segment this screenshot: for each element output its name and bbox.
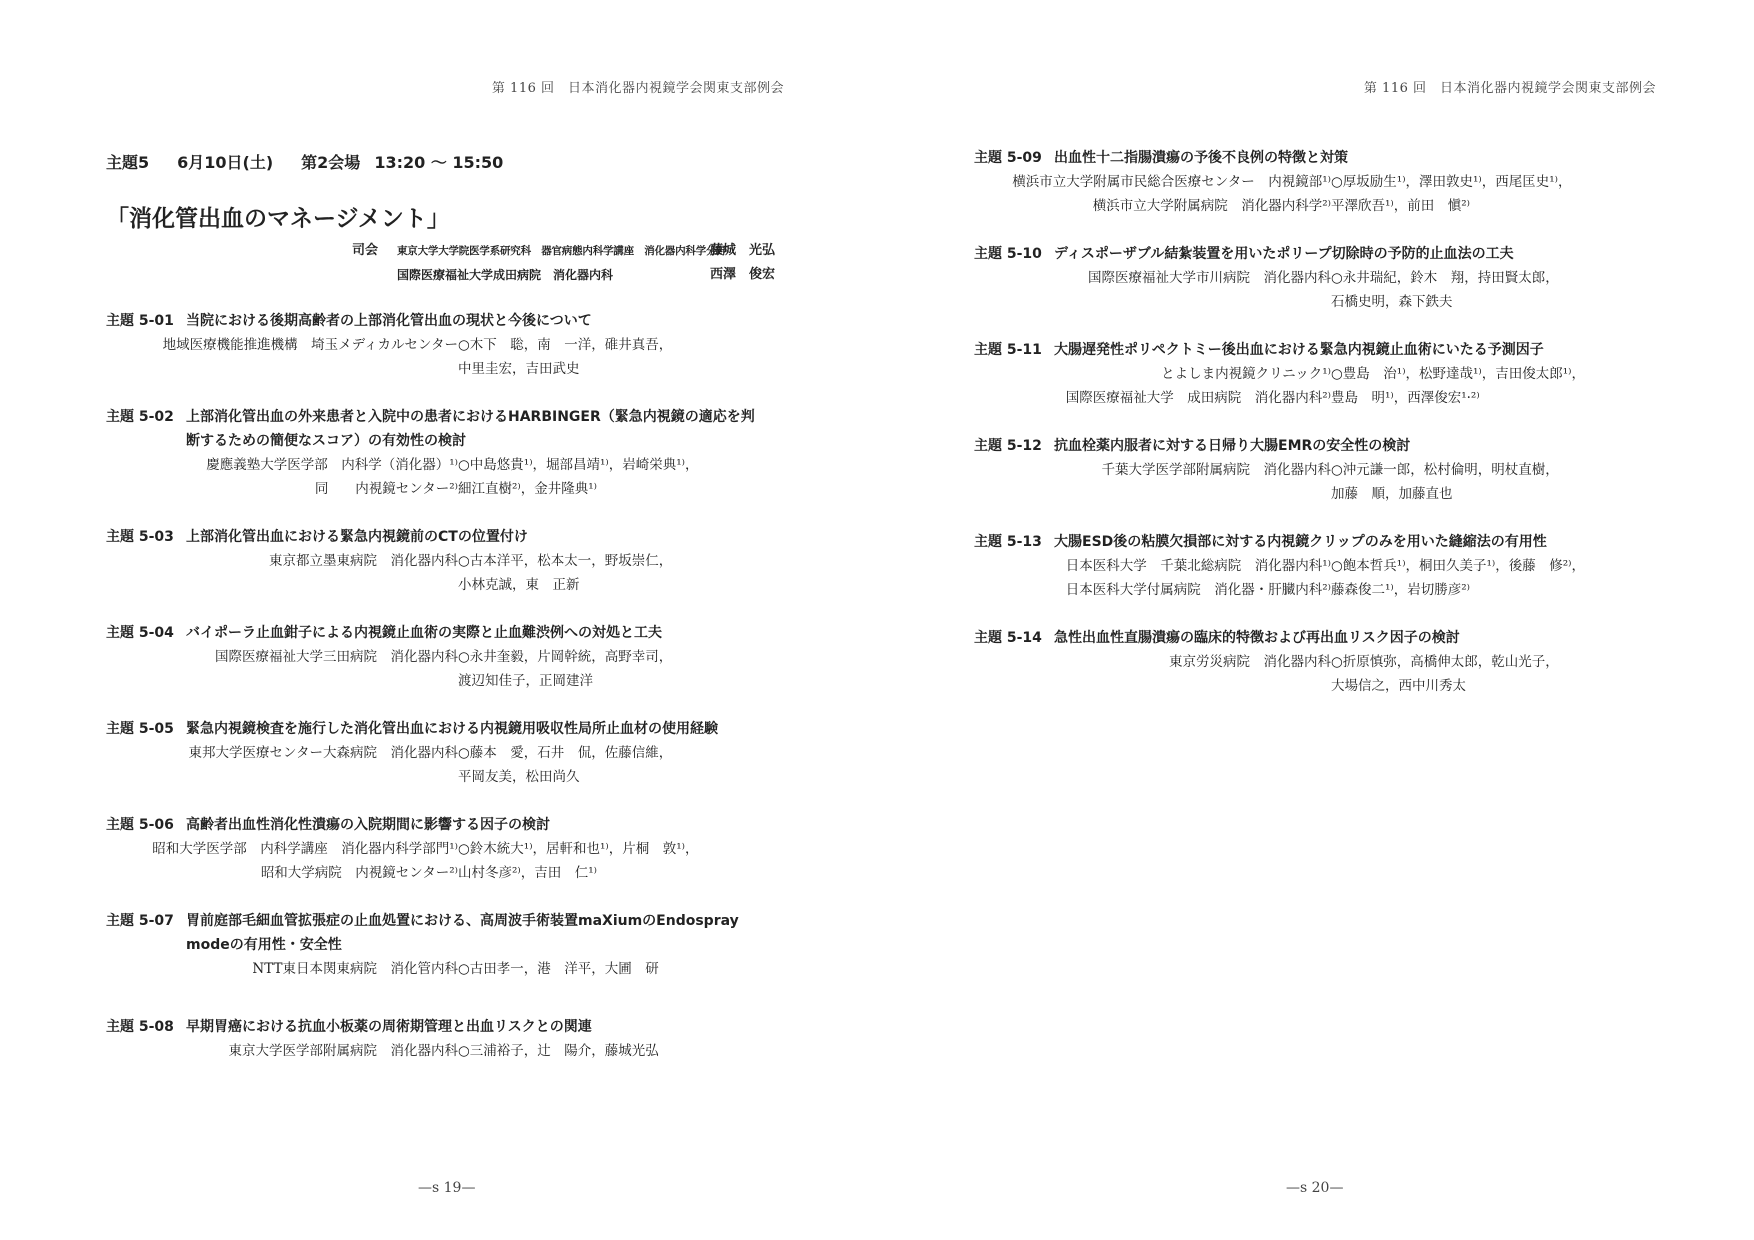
- abstract-entry: [106, 1015, 837, 1063]
- abstract-entry: [974, 530, 1714, 602]
- entry-authors: ○古本洋平，松本太一，野坂崇仁，: [458, 553, 673, 569]
- entry-title: 胃前庭部毛細血管拡張症の止血処置における、高周波手術装置maXiumのEndospray: [186, 913, 739, 929]
- entry-affiliation: 日本医科大学付属病院 消化器・肝臓内科²⁾: [1065, 582, 1331, 598]
- entry-authors: 石橋史明，森下鉄夫: [1331, 294, 1453, 310]
- entry-id: 主題 5-03: [106, 529, 174, 545]
- page-right: [877, 0, 1754, 1240]
- entry-title: 大腸ESD後の粘膜欠損部に対する内視鏡クリップのみを用いた縫縮法の有用性: [1054, 534, 1547, 550]
- entry-affiliation: 東京都立墨東病院 消化器内科: [269, 553, 458, 569]
- session-label: 主題5: [106, 153, 150, 172]
- abstract-entry: [106, 309, 837, 381]
- entry-authors: 平岡友美，松田尚久: [458, 769, 580, 785]
- running-header: 第 116 回 日本消化器内視鏡学会関東支部例会: [1363, 81, 1656, 96]
- entry-affiliation: 東邦大学医療センター大森病院 消化器内科: [188, 745, 458, 761]
- abstract-entry: [974, 338, 1714, 410]
- abstract-entry: [974, 146, 1714, 218]
- entry-authors: 山村冬彦²⁾，吉田 仁¹⁾: [458, 865, 597, 881]
- entry-id: 主題 5-06: [106, 817, 174, 833]
- session-date: 6月10日(土): [177, 153, 274, 172]
- page-number: —s 19—: [418, 1180, 476, 1196]
- entry-authors: ○鈴木統大¹⁾，居軒和也¹⁾，片桐 敦¹⁾，: [458, 841, 699, 857]
- entry-title: バイポーラ止血鉗子による内視鏡止血術の実際と止血難渋例への対処と工夫: [186, 625, 662, 641]
- entry-authors: 加藤 順，加藤直也: [1331, 486, 1453, 502]
- entry-title: 急性出血性直腸潰瘍の臨床的特徴および再出血リスク因子の検討: [1054, 630, 1460, 646]
- entry-authors: ○沖元謙一郎，松村倫明，明杖直樹，: [1331, 462, 1559, 478]
- entry-authors: 大場信之，西中川秀太: [1331, 678, 1466, 694]
- entry-authors: 豊島 明¹⁾，西澤俊宏¹·²⁾: [1331, 390, 1480, 406]
- entry-affiliation: 東京労災病院 消化器内科: [1169, 654, 1331, 670]
- entry-id: 主題 5-12: [974, 438, 1042, 454]
- entry-affiliation: とよしま内視鏡クリニック¹⁾: [1161, 366, 1331, 382]
- entry-title: 出血性十二指腸潰瘍の予後不良例の特徴と対策: [1054, 150, 1348, 166]
- entry-affiliation: 横浜市立大学附属病院 消化器内科学²⁾: [1092, 198, 1331, 214]
- entry-title: 上部消化管出血における緊急内視鏡前のCTの位置付け: [186, 529, 528, 545]
- entry-affiliation: 慶應義塾大学医学部 内科学（消化器）¹⁾: [206, 457, 458, 473]
- entry-title: ディスポーザブル結紮装置を用いたポリープ切除時の予防的止血法の工夫: [1054, 246, 1514, 262]
- entry-affiliation: 千葉大学医学部附属病院 消化器内科: [1101, 462, 1331, 478]
- entry-affiliation: 同 内視鏡センター²⁾: [314, 481, 458, 497]
- entry-title: 抗血栓薬内服者に対する日帰り大腸EMRの安全性の検討: [1054, 438, 1411, 454]
- abstract-entry: [106, 525, 837, 597]
- theme-title: 「消化管出血のマネージメント」: [106, 206, 450, 232]
- chair-name: 西澤 俊宏: [710, 267, 776, 282]
- page-number: —s 20—: [1286, 1180, 1344, 1196]
- entry-authors: ○永井瑞紀，鈴木 翔，持田賢太郎，: [1331, 270, 1559, 286]
- entry-authors: 細江直樹²⁾，金井隆典¹⁾: [458, 481, 597, 497]
- entry-id: 主題 5-04: [106, 625, 174, 641]
- entry-authors: ○藤本 愛，石井 侃，佐藤信維，: [458, 745, 673, 761]
- entry-authors: 小林克誠，東 正新: [458, 577, 580, 593]
- entry-authors: ○豊島 治¹⁾，松野達哉¹⁾，吉田俊太郎¹⁾，: [1331, 366, 1585, 382]
- chair-role: 司会: [352, 243, 379, 258]
- entry-authors: ○永井奎毅，片岡幹統，高野幸司，: [458, 649, 673, 665]
- entry-affiliation: 国際医療福祉大学 成田病院 消化器内科²⁾: [1065, 390, 1331, 406]
- abstract-entry: [106, 813, 837, 885]
- entry-id: 主題 5-13: [974, 534, 1042, 550]
- abstract-entry: [106, 621, 837, 693]
- entry-affiliation: 東京大学医学部附属病院 消化器内科: [228, 1043, 458, 1059]
- session-time: 13:20 ～ 15:50: [374, 153, 504, 172]
- entry-id: 主題 5-02: [106, 409, 174, 425]
- entry-authors: ○厚坂励生¹⁾，澤田敦史¹⁾，西尾匡史¹⁾，: [1331, 174, 1572, 190]
- entry-id: 主題 5-08: [106, 1019, 174, 1035]
- entry-authors: 藤森俊二¹⁾，岩切勝彦²⁾: [1331, 582, 1470, 598]
- entry-id: 主題 5-05: [106, 721, 174, 737]
- entry-id: 主題 5-11: [974, 342, 1042, 358]
- entry-affiliation: 国際医療福祉大学三田病院 消化器内科: [215, 649, 458, 665]
- entry-authors: 中里圭宏，吉田武史: [458, 361, 580, 377]
- abstract-entry: [106, 717, 837, 789]
- entry-id: 主題 5-07: [106, 913, 174, 929]
- chair-affiliation: 東京大学大学院医学系研究科 器官病態内科学講座 消化器内科学分野: [397, 245, 727, 257]
- abstract-entry: [974, 434, 1714, 506]
- entry-title: 緊急内視鏡検査を施行した消化管出血における内視鏡用吸収性局所止血材の使用経験: [186, 721, 718, 737]
- entry-title: 上部消化管出血の外来患者と入院中の患者におけるHARBINGER（緊急内視鏡の適応を判: [186, 409, 755, 425]
- entry-affiliation: 地域医療機能推進機構 埼玉メディカルセンター: [162, 337, 458, 353]
- abstract-entry: [106, 909, 837, 981]
- entry-affiliation: 国際医療福祉大学市川病院 消化器内科: [1088, 270, 1331, 286]
- entry-title-continued: 断するための簡便なスコア）の有効性の検討: [186, 433, 466, 449]
- entry-title: 早期胃癌における抗血小板薬の周術期管理と出血リスクとの関連: [186, 1019, 592, 1035]
- entry-affiliation: 横浜市立大学附属市民総合医療センター 内視鏡部¹⁾: [1012, 174, 1331, 190]
- entry-title: 大腸遅発性ポリペクトミー後出血における緊急内視鏡止血術にいたる予測因子: [1054, 342, 1544, 358]
- entry-authors: 渡辺知佳子，正岡建洋: [458, 673, 593, 689]
- session-info: [106, 150, 531, 173]
- entry-affiliation: NTT東日本関東病院 消化管内科: [252, 961, 458, 977]
- entry-affiliation: 昭和大学医学部 内科学講座 消化器内科学部門¹⁾: [152, 841, 458, 857]
- entry-id: 主題 5-14: [974, 630, 1042, 646]
- entry-affiliation: 昭和大学病院 内視鏡センター²⁾: [260, 865, 458, 881]
- entry-id: 主題 5-10: [974, 246, 1042, 262]
- entry-authors: ○木下 聡，南 一洋，碓井真吾，: [458, 337, 673, 353]
- chair-affiliation: 国際医療福祉大学成田病院 消化器内科: [397, 268, 614, 282]
- abstract-entry: [106, 405, 837, 501]
- abstract-entry: [974, 242, 1714, 314]
- abstract-entry: [974, 626, 1714, 698]
- entry-authors: 平澤欣吾¹⁾，前田 愼²⁾: [1331, 198, 1470, 214]
- entry-title-continued: modeの有用性・安全性: [186, 937, 342, 953]
- entry-authors: ○折原慎弥，高橋伸太郎，乾山光子，: [1331, 654, 1559, 670]
- entry-authors: ○古田孝一，港 洋平，大圃 研: [458, 961, 659, 977]
- entry-authors: ○飽本哲兵¹⁾，桐田久美子¹⁾，後藤 修²⁾，: [1331, 558, 1585, 574]
- chair-name: 藤城 光弘: [710, 243, 776, 258]
- entry-id: 主題 5-01: [106, 313, 174, 329]
- running-header: 第 116 回 日本消化器内視鏡学会関東支部例会: [491, 81, 784, 96]
- entry-title: 当院における後期高齢者の上部消化管出血の現状と今後について: [186, 313, 592, 329]
- entry-authors: ○三浦裕子，辻 陽介，藤城光弘: [458, 1043, 659, 1059]
- entry-title: 高齢者出血性消化性潰瘍の入院期間に影響する因子の検討: [186, 817, 550, 833]
- session-room: 第2会場: [301, 153, 361, 172]
- entry-id: 主題 5-09: [974, 150, 1042, 166]
- entry-authors: ○中島悠貴¹⁾，堀部昌靖¹⁾，岩崎栄典¹⁾，: [458, 457, 699, 473]
- entry-affiliation: 日本医科大学 千葉北総病院 消化器内科¹⁾: [1065, 558, 1331, 574]
